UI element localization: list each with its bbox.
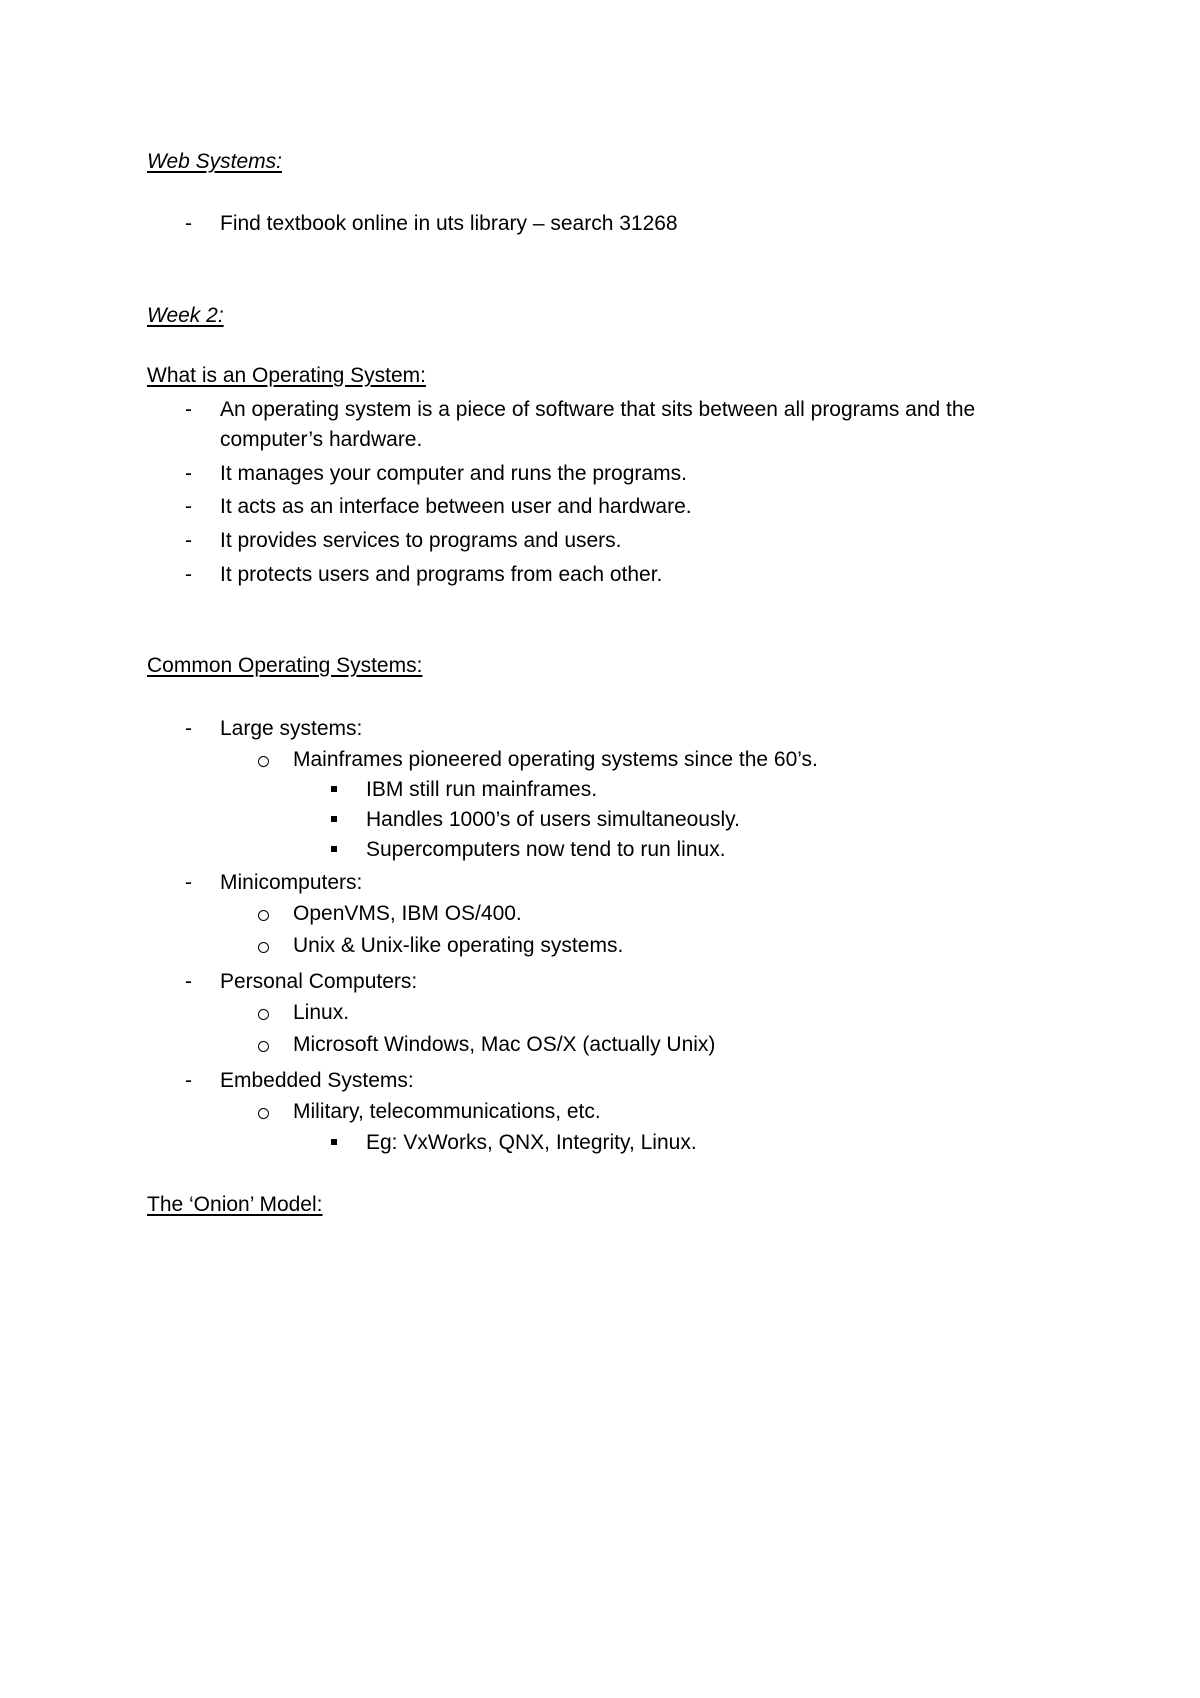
os-item: It manages your computer and runs the programs. (220, 462, 687, 485)
circle-bullet (258, 1009, 269, 1020)
dash-bullet: - (185, 871, 192, 894)
personal-computers-sub: Linux. (293, 1001, 350, 1024)
square-bullet (331, 816, 337, 822)
document-title: Web Systems: (147, 150, 282, 173)
large-systems-detail: Supercomputers now tend to run linux. (366, 838, 726, 861)
dash-bullet: - (185, 529, 192, 552)
large-systems-detail: IBM still run mainframes. (366, 778, 598, 801)
dash-bullet: - (185, 563, 192, 586)
intro-item: Find textbook online in uts library – search 31268 (220, 212, 678, 235)
dash-bullet: - (185, 970, 192, 993)
dash-bullet: - (185, 462, 192, 485)
os-item: It acts as an interface between user and hardware. (220, 495, 692, 518)
dash-bullet: - (185, 212, 192, 235)
square-bullet (331, 1139, 337, 1145)
dash-bullet: - (185, 1069, 192, 1092)
os-item: It provides services to programs and users. (220, 529, 622, 552)
embedded-systems-detail: Eg: VxWorks, QNX, Integrity, Linux. (366, 1131, 697, 1154)
os-item: It protects users and programs from each other. (220, 563, 663, 586)
embedded-systems-sub: Military, telecommunications, etc. (293, 1100, 601, 1123)
os-item-continuation: computer’s hardware. (220, 428, 423, 451)
circle-bullet (258, 756, 269, 767)
os-item: An operating system is a piece of software that sits between all programs and the (220, 398, 976, 421)
dash-bullet: - (185, 717, 192, 740)
circle-bullet (258, 910, 269, 921)
os-section-heading: What is an Operating System: (147, 364, 426, 387)
large-systems-label: Large systems: (220, 717, 363, 740)
large-systems-detail: Handles 1000’s of users simultaneously. (366, 808, 740, 831)
dash-bullet: - (185, 495, 192, 518)
personal-computers-sub: Microsoft Windows, Mac OS/X (actually Unix) (293, 1033, 716, 1056)
personal-computers-label: Personal Computers: (220, 970, 418, 993)
square-bullet (331, 846, 337, 852)
circle-bullet (258, 1041, 269, 1052)
large-systems-sub: Mainframes pioneered operating systems since the 60’s. (293, 748, 818, 771)
minicomputers-sub: OpenVMS, IBM OS/400. (293, 902, 522, 925)
square-bullet (331, 786, 337, 792)
dash-bullet: - (185, 398, 192, 421)
onion-model-heading: The ‘Onion’ Model: (147, 1193, 323, 1216)
circle-bullet (258, 942, 269, 953)
minicomputers-label: Minicomputers: (220, 871, 363, 894)
week-heading: Week 2: (147, 304, 224, 327)
embedded-systems-label: Embedded Systems: (220, 1069, 414, 1092)
circle-bullet (258, 1108, 269, 1119)
common-section-heading: Common Operating Systems: (147, 654, 423, 677)
minicomputers-sub: Unix & Unix-like operating systems. (293, 934, 624, 957)
